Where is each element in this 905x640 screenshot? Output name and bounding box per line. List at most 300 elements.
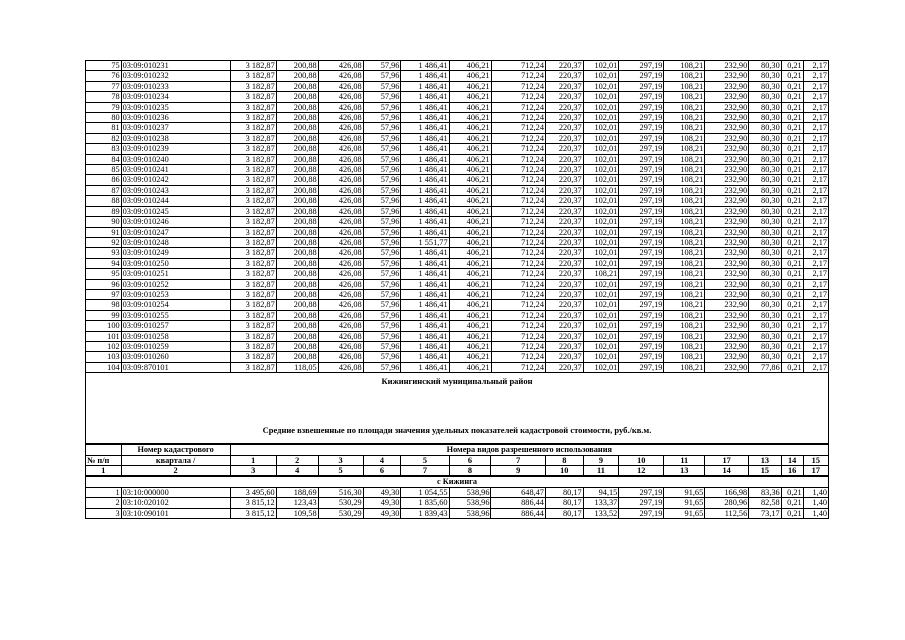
value-cell: 102,01 <box>583 61 619 71</box>
value-cell: 406,21 <box>449 300 491 310</box>
value-cell: 220,37 <box>545 300 583 310</box>
value-cell: 3 182,87 <box>230 269 276 279</box>
cadastral-number-cell: 03:09:010259 <box>121 341 230 351</box>
value-cell: 57,96 <box>363 352 401 362</box>
value-cell: 200,88 <box>276 61 318 71</box>
value-cell: 3 495,60 <box>230 487 276 497</box>
value-cell: 3 182,87 <box>230 81 276 91</box>
table-row <box>86 81 829 91</box>
value-cell: 102,01 <box>583 102 619 112</box>
value-cell: 108,21 <box>664 237 705 247</box>
value-cell: 80,30 <box>749 352 781 362</box>
column-header <box>85 444 829 476</box>
value-cell: 57,96 <box>363 289 401 299</box>
value-cell: 297,19 <box>619 61 664 71</box>
value-cell: 108,21 <box>664 175 705 185</box>
value-cell: 712,24 <box>491 81 545 91</box>
row-number-cell: 1 <box>86 487 122 497</box>
value-cell: 82,58 <box>749 498 781 508</box>
row-number-cell: 103 <box>86 352 122 362</box>
value-cell: 80,30 <box>749 71 781 81</box>
value-cell: 1 486,41 <box>401 185 449 195</box>
value-cell: 220,37 <box>545 217 583 227</box>
value-cell: 232,90 <box>705 61 749 71</box>
value-cell: 80,30 <box>749 300 781 310</box>
value-cell: 406,21 <box>449 102 491 112</box>
value-cell: 1 486,41 <box>401 269 449 279</box>
value-cell: 80,30 <box>749 113 781 123</box>
value-cell: 406,21 <box>449 92 491 102</box>
cadastral-number-cell: 03:09:010248 <box>121 237 230 247</box>
value-cell: 57,96 <box>363 71 401 81</box>
table-row <box>86 498 829 508</box>
value-cell: 712,24 <box>491 102 545 112</box>
value-cell: 712,24 <box>491 310 545 320</box>
value-cell: 80,17 <box>545 498 583 508</box>
value-cell: 133,52 <box>583 508 619 518</box>
row-number-cell: 104 <box>86 362 122 372</box>
value-cell: 80,30 <box>749 196 781 206</box>
value-cell: 0,21 <box>781 487 803 497</box>
header-cadastral-line2: квартала / <box>121 455 230 465</box>
value-cell: 2,17 <box>803 144 828 154</box>
value-cell: 2,17 <box>803 269 828 279</box>
value-cell: 108,21 <box>664 81 705 91</box>
value-cell: 2,17 <box>803 71 828 81</box>
header-type-number: 8 <box>545 455 583 465</box>
row-number-cell: 92 <box>86 237 122 247</box>
value-cell: 220,37 <box>545 206 583 216</box>
value-cell: 220,37 <box>545 123 583 133</box>
table-row <box>86 258 829 268</box>
value-cell: 0,21 <box>781 71 803 81</box>
value-cell: 200,88 <box>276 175 318 185</box>
cadastral-number-cell: 03:09:010250 <box>121 258 230 268</box>
row-number-cell: 81 <box>86 123 122 133</box>
value-cell: 406,21 <box>449 113 491 123</box>
value-cell: 280,96 <box>705 498 749 508</box>
value-cell: 426,08 <box>318 310 363 320</box>
value-cell: 2,17 <box>803 341 828 351</box>
cadastral-number-cell: 03:09:010238 <box>121 133 230 143</box>
value-cell: 80,30 <box>749 248 781 258</box>
value-cell: 77,86 <box>749 362 781 372</box>
value-cell: 712,24 <box>491 289 545 299</box>
value-cell: 80,30 <box>749 185 781 195</box>
table-row <box>86 165 829 175</box>
table-row <box>86 310 829 320</box>
table-row <box>86 71 829 81</box>
value-cell: 220,37 <box>545 310 583 320</box>
value-cell: 1 486,41 <box>401 71 449 81</box>
value-cell: 0,21 <box>781 144 803 154</box>
table-row <box>86 196 829 206</box>
value-cell: 200,88 <box>276 331 318 341</box>
value-cell: 1 486,41 <box>401 133 449 143</box>
table-row <box>86 362 829 372</box>
value-cell: 108,21 <box>664 133 705 143</box>
value-cell: 2,17 <box>803 310 828 320</box>
cadastral-number-cell: 03:09:870101 <box>121 362 230 372</box>
value-cell: 232,90 <box>705 133 749 143</box>
value-cell: 102,01 <box>583 175 619 185</box>
value-cell: 426,08 <box>318 258 363 268</box>
value-cell: 2,17 <box>803 185 828 195</box>
value-cell: 712,24 <box>491 61 545 71</box>
value-cell: 232,90 <box>705 227 749 237</box>
value-cell: 80,30 <box>749 289 781 299</box>
value-cell: 712,24 <box>491 92 545 102</box>
value-cell: 109,58 <box>276 508 318 518</box>
value-cell: 108,21 <box>583 269 619 279</box>
value-cell: 406,21 <box>449 289 491 299</box>
value-cell: 200,88 <box>276 133 318 143</box>
row-number-cell: 89 <box>86 206 122 216</box>
value-cell: 406,21 <box>449 279 491 289</box>
row-number-cell: 91 <box>86 227 122 237</box>
cadastral-number-cell: 03:09:010252 <box>121 279 230 289</box>
header-type-number: 9 <box>583 455 619 465</box>
value-cell: 1 839,43 <box>401 508 449 518</box>
value-cell: 712,24 <box>491 175 545 185</box>
value-cell: 3 182,87 <box>230 102 276 112</box>
value-cell: 232,90 <box>705 331 749 341</box>
value-cell: 0,21 <box>781 154 803 164</box>
value-cell: 406,21 <box>449 175 491 185</box>
value-cell: 220,37 <box>545 71 583 81</box>
value-cell: 80,17 <box>545 508 583 518</box>
row-number-cell: 3 <box>86 508 122 518</box>
cadastral-number-cell: 03:09:010255 <box>121 310 230 320</box>
value-cell: 1 486,41 <box>401 227 449 237</box>
header-column-index: 14 <box>705 466 749 476</box>
value-cell: 108,21 <box>664 331 705 341</box>
value-cell: 297,19 <box>619 300 664 310</box>
value-cell: 200,88 <box>276 123 318 133</box>
value-cell: 2,17 <box>803 227 828 237</box>
header-column-index: 7 <box>401 466 449 476</box>
value-cell: 297,19 <box>619 487 664 497</box>
header-type-number: 14 <box>781 455 803 465</box>
value-cell: 1 486,41 <box>401 279 449 289</box>
value-cell: 297,19 <box>619 154 664 164</box>
cadastral-number-cell: 03:09:010239 <box>121 144 230 154</box>
value-cell: 102,01 <box>583 196 619 206</box>
value-cell: 232,90 <box>705 81 749 91</box>
value-cell: 80,30 <box>749 310 781 320</box>
value-cell: 426,08 <box>318 144 363 154</box>
value-cell: 91,65 <box>664 498 705 508</box>
value-cell: 530,29 <box>318 498 363 508</box>
value-cell: 102,01 <box>583 123 619 133</box>
cadastral-number-cell: 03:09:010231 <box>121 61 230 71</box>
value-cell: 3 182,87 <box>230 258 276 268</box>
value-cell: 200,88 <box>276 310 318 320</box>
value-cell: 102,01 <box>583 279 619 289</box>
value-cell: 0,21 <box>781 362 803 372</box>
value-cell: 232,90 <box>705 269 749 279</box>
value-cell: 232,90 <box>705 175 749 185</box>
row-number-cell: 2 <box>86 498 122 508</box>
value-cell: 232,90 <box>705 92 749 102</box>
value-cell: 426,08 <box>318 321 363 331</box>
header-type-number: 4 <box>363 455 401 465</box>
value-cell: 1 486,41 <box>401 175 449 185</box>
value-cell: 57,96 <box>363 61 401 71</box>
value-cell: 112,56 <box>705 508 749 518</box>
value-cell: 232,90 <box>705 206 749 216</box>
value-cell: 406,21 <box>449 248 491 258</box>
table-row <box>86 352 829 362</box>
value-cell: 108,21 <box>664 165 705 175</box>
table-row <box>86 144 829 154</box>
value-cell: 80,30 <box>749 237 781 247</box>
value-cell: 1 835,60 <box>401 498 449 508</box>
value-cell: 49,30 <box>363 498 401 508</box>
value-cell: 1 551,77 <box>401 237 449 247</box>
value-cell: 220,37 <box>545 289 583 299</box>
value-cell: 80,30 <box>749 341 781 351</box>
value-cell: 406,21 <box>449 321 491 331</box>
value-cell: 1 486,41 <box>401 300 449 310</box>
table-row <box>86 289 829 299</box>
row-number-cell: 93 <box>86 248 122 258</box>
value-cell: 57,96 <box>363 206 401 216</box>
value-cell: 108,21 <box>664 196 705 206</box>
value-cell: 80,30 <box>749 175 781 185</box>
value-cell: 102,01 <box>583 352 619 362</box>
value-cell: 426,08 <box>318 92 363 102</box>
value-cell: 232,90 <box>705 71 749 81</box>
value-cell: 406,21 <box>449 81 491 91</box>
value-cell: 1 486,41 <box>401 206 449 216</box>
cadastral-number-cell: 03:09:010245 <box>121 206 230 216</box>
row-number-cell: 101 <box>86 331 122 341</box>
value-cell: 220,37 <box>545 196 583 206</box>
row-number-cell: 87 <box>86 185 122 195</box>
cadastral-number-cell: 03:10:020102 <box>121 498 230 508</box>
value-cell: 232,90 <box>705 196 749 206</box>
row-number-cell: 76 <box>86 71 122 81</box>
table-row <box>86 206 829 216</box>
value-cell: 2,17 <box>803 61 828 71</box>
value-cell: 426,08 <box>318 185 363 195</box>
value-cell: 80,17 <box>545 487 583 497</box>
value-cell: 406,21 <box>449 258 491 268</box>
cadastral-number-cell: 03:09:010253 <box>121 289 230 299</box>
row-number-cell: 79 <box>86 102 122 112</box>
value-cell: 0,21 <box>781 321 803 331</box>
row-number-cell: 88 <box>86 196 122 206</box>
row-number-cell: 102 <box>86 341 122 351</box>
value-cell: 406,21 <box>449 71 491 81</box>
value-cell: 80,30 <box>749 154 781 164</box>
value-cell: 94,15 <box>583 487 619 497</box>
value-cell: 712,24 <box>491 196 545 206</box>
value-cell: 232,90 <box>705 165 749 175</box>
value-cell: 57,96 <box>363 185 401 195</box>
value-cell: 102,01 <box>583 310 619 320</box>
value-cell: 1 486,41 <box>401 217 449 227</box>
header-type-number: 7 <box>491 455 545 465</box>
value-cell: 3 182,87 <box>230 227 276 237</box>
table-row <box>86 133 829 143</box>
value-cell: 232,90 <box>705 248 749 258</box>
value-cell: 1 486,41 <box>401 61 449 71</box>
value-cell: 80,30 <box>749 165 781 175</box>
value-cell: 886,44 <box>491 508 545 518</box>
value-cell: 80,30 <box>749 81 781 91</box>
value-cell: 0,21 <box>781 227 803 237</box>
value-cell: 297,19 <box>619 175 664 185</box>
value-cell: 57,96 <box>363 300 401 310</box>
header-type-number: 10 <box>619 455 664 465</box>
value-cell: 297,19 <box>619 331 664 341</box>
value-cell: 2,17 <box>803 154 828 164</box>
value-cell: 406,21 <box>449 206 491 216</box>
value-cell: 80,30 <box>749 331 781 341</box>
table-row <box>86 341 829 351</box>
value-cell: 57,96 <box>363 362 401 372</box>
value-cell: 200,88 <box>276 248 318 258</box>
value-cell: 297,19 <box>619 196 664 206</box>
value-cell: 2,17 <box>803 237 828 247</box>
value-cell: 2,17 <box>803 133 828 143</box>
value-cell: 3 182,87 <box>230 300 276 310</box>
value-cell: 232,90 <box>705 185 749 195</box>
table-row <box>86 248 829 258</box>
header-column-index: 12 <box>619 466 664 476</box>
cadastral-number-cell: 03:09:010236 <box>121 113 230 123</box>
locality-row: с Кижинга <box>86 477 829 487</box>
cadastral-number-cell: 03:09:010246 <box>121 217 230 227</box>
value-cell: 2,17 <box>803 300 828 310</box>
value-cell: 200,88 <box>276 144 318 154</box>
value-cell: 102,01 <box>583 165 619 175</box>
value-cell: 0,21 <box>781 300 803 310</box>
value-cell: 1 486,41 <box>401 92 449 102</box>
header-type-number: 11 <box>664 455 705 465</box>
value-cell: 426,08 <box>318 227 363 237</box>
value-cell: 232,90 <box>705 321 749 331</box>
value-cell: 108,21 <box>664 113 705 123</box>
value-cell: 712,24 <box>491 206 545 216</box>
header-type-number: 6 <box>449 455 491 465</box>
value-cell: 200,88 <box>276 227 318 237</box>
value-cell: 57,96 <box>363 248 401 258</box>
value-cell: 108,21 <box>664 185 705 195</box>
value-cell: 1,40 <box>803 498 828 508</box>
value-cell: 57,96 <box>363 133 401 143</box>
table-row <box>86 508 829 518</box>
value-cell: 2,17 <box>803 81 828 91</box>
value-cell: 2,17 <box>803 321 828 331</box>
value-cell: 200,88 <box>276 289 318 299</box>
value-cell: 57,96 <box>363 310 401 320</box>
value-cell: 530,29 <box>318 508 363 518</box>
value-cell: 712,24 <box>491 269 545 279</box>
value-cell: 2,17 <box>803 279 828 289</box>
value-cell: 3 182,87 <box>230 154 276 164</box>
value-cell: 200,88 <box>276 279 318 289</box>
value-cell: 102,01 <box>583 362 619 372</box>
district-title: Кижингинский муниципальный район <box>381 376 533 387</box>
value-cell: 102,01 <box>583 341 619 351</box>
value-cell: 3 815,12 <box>230 498 276 508</box>
value-cell: 3 182,87 <box>230 175 276 185</box>
value-cell: 232,90 <box>705 144 749 154</box>
value-cell: 220,37 <box>545 352 583 362</box>
value-cell: 2,17 <box>803 206 828 216</box>
value-cell: 57,96 <box>363 113 401 123</box>
value-cell: 108,21 <box>664 310 705 320</box>
value-cell: 200,88 <box>276 113 318 123</box>
table-row <box>86 321 829 331</box>
value-cell: 220,37 <box>545 362 583 372</box>
header-column-index: 1 <box>86 466 122 476</box>
value-cell: 108,21 <box>664 102 705 112</box>
value-cell: 297,19 <box>619 92 664 102</box>
value-cell: 102,01 <box>583 217 619 227</box>
value-cell: 712,24 <box>491 113 545 123</box>
table-row <box>86 185 829 195</box>
value-cell: 166,98 <box>705 487 749 497</box>
value-cell: 108,21 <box>664 300 705 310</box>
value-cell: 297,19 <box>619 289 664 299</box>
value-cell: 406,21 <box>449 196 491 206</box>
cadastral-number-cell: 03:09:010242 <box>121 175 230 185</box>
value-cell: 80,30 <box>749 269 781 279</box>
value-cell: 0,21 <box>781 133 803 143</box>
row-number-cell: 97 <box>86 289 122 299</box>
value-cell: 3 182,87 <box>230 362 276 372</box>
value-cell: 200,88 <box>276 71 318 81</box>
value-cell: 220,37 <box>545 144 583 154</box>
value-cell: 220,37 <box>545 92 583 102</box>
value-cell: 1 486,41 <box>401 102 449 112</box>
header-column-index: 4 <box>276 466 318 476</box>
value-cell: 80,30 <box>749 206 781 216</box>
header-column-index: 9 <box>491 466 545 476</box>
value-cell: 3 182,87 <box>230 279 276 289</box>
value-cell: 3 182,87 <box>230 61 276 71</box>
cadastral-number-cell: 03:09:010247 <box>121 227 230 237</box>
value-cell: 220,37 <box>545 102 583 112</box>
value-cell: 297,19 <box>619 185 664 195</box>
value-cell: 80,30 <box>749 321 781 331</box>
value-cell: 3 182,87 <box>230 310 276 320</box>
value-cell: 80,30 <box>749 123 781 133</box>
value-cell: 297,19 <box>619 362 664 372</box>
value-cell: 102,01 <box>583 331 619 341</box>
value-cell: 232,90 <box>705 352 749 362</box>
value-cell: 1 486,41 <box>401 113 449 123</box>
header-num-col: № п/п <box>86 455 122 465</box>
value-cell: 220,37 <box>545 341 583 351</box>
section-title-block <box>85 373 829 444</box>
value-cell: 80,30 <box>749 102 781 112</box>
value-cell: 57,96 <box>363 165 401 175</box>
value-cell: 3 182,87 <box>230 321 276 331</box>
value-cell: 220,37 <box>545 269 583 279</box>
value-cell: 57,96 <box>363 341 401 351</box>
value-cell: 297,19 <box>619 113 664 123</box>
value-cell: 1 486,41 <box>401 258 449 268</box>
value-cell: 297,19 <box>619 133 664 143</box>
value-cell: 712,24 <box>491 331 545 341</box>
value-cell: 0,21 <box>781 498 803 508</box>
cadastral-number-cell: 03:10:090101 <box>121 508 230 518</box>
